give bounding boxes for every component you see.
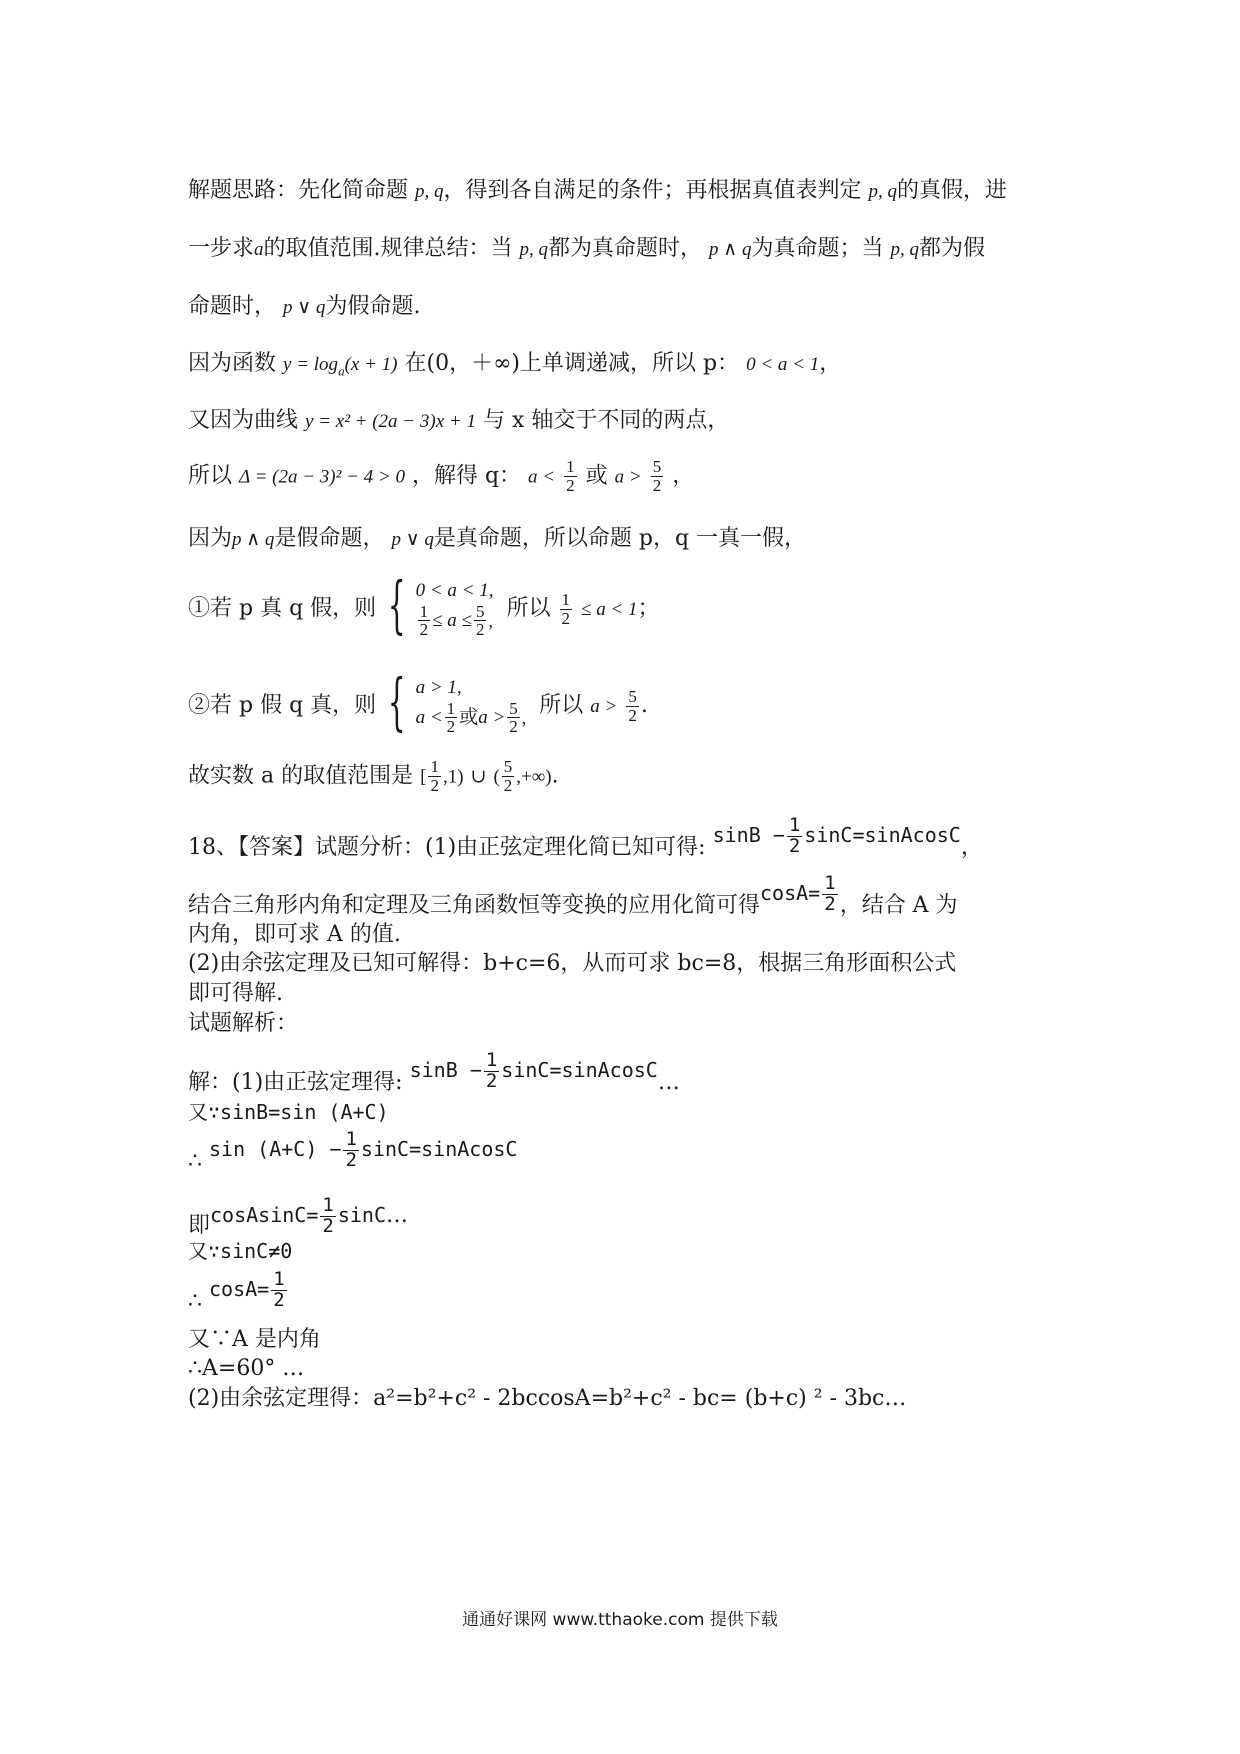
case-p-true-q-false: ①若 p 真 q 假，则 { 0 < a < 1, $\frac{1}{2}$ ≤ a ≤ $\frac{5}{2}$ , 所以 $\frac{1}{2}$ ≤ a < 1；	[188, 568, 660, 641]
case2-system: a > 1, a < $\frac{1}{2}$ 或 a > $\frac{5}{2}$ ,	[415, 676, 527, 737]
footer-source: 通通好课网 www.tthaoke.com 提供下载	[462, 1610, 778, 1630]
solution-step-2: 又∵sinB=sin (A+C)	[188, 1100, 389, 1124]
case1-system: 0 < a < 1, $\frac{1}{2}$ ≤ a ≤ $\frac{5}{2}$ ,	[415, 579, 494, 640]
solution-step-9: (2)由余弦定理得：a²=b²+c² - 2bccosA=b²+c² - bc= (b+c) ² - 3bc…	[188, 1386, 907, 1411]
one-true-one-false-line: 因为p ∧ q是假命题， p ∨ q是真命题，所以命题 p，q 一真一假，	[188, 526, 807, 551]
analysis-line-1: 解题思路：先化简命题 p, q，得到各自满足的条件；再根据真值表判定 p, q的真假，进	[188, 178, 1008, 203]
answer18-line-4: (2)由余弦定理及已知可解得：b+c=6，从而可求 bc=8，根据三角形面积公式	[188, 951, 957, 976]
solution-step-5: 又∵sinC≠0	[188, 1239, 293, 1263]
solution-step-1: 解：(1)由正弦定理得: sinB − $\frac{1}{2}$ sinC=sinAcosC…	[188, 1049, 680, 1095]
analysis-line-3: 命题时， p ∨ q为假命题.	[188, 294, 421, 319]
function-monotonic-line: 因为函数 $y = \log_a(x + 1)$ 在(0，＋∞)上单调递减，所以 p： 0 < a < 1，	[188, 351, 842, 379]
answer18-line-1: 18、【答案】试题分析：(1)由正弦定理化简已知可得: sinB − $\frac{1}{2}$ sinC=sinAcosC，	[188, 814, 983, 860]
left-brace-icon: {	[387, 568, 406, 641]
answer18-line-5: 即可得解.	[188, 981, 283, 1006]
range-conclusion: 故实数 a 的取值范围是 [ $\frac{1}{2}$ ,1) ∪ ( $\frac{5}{2}$ ,+∞).	[188, 757, 559, 795]
left-brace-icon: {	[387, 665, 406, 738]
case-p-false-q-true: ②若 p 假 q 真，则 { a > 1, a < $\frac{1}{2}$ 或 a > $\frac{5}{2}$ , 所以 a > $\frac{5}{2}$ .	[188, 665, 648, 738]
solution-step-6: ∴ cosA= $\frac{1}{2}$	[188, 1268, 285, 1314]
curve-intersection-line: 又因为曲线 y = x² + (2a − 3)x + 1 与 x 轴交于不同的两点，	[188, 408, 730, 433]
analysis-line-2: 一步求a的取值范围.规律总结：当 p, q都为真命题时， p ∧ q为真命题；当 p, q都为假	[188, 236, 985, 261]
fraction-five-halves: $\frac{5}{2}$	[652, 457, 662, 495]
solution-heading: 试题解析：	[188, 1011, 299, 1036]
solution-step-8: ∴A=60° …	[188, 1356, 305, 1381]
solution-step-4: 即cosAsinC= $\frac{1}{2}$ sinC…	[188, 1194, 409, 1238]
solution-step-7: 又∵A 是内角	[188, 1327, 321, 1352]
solution-step-3: ∴ sin (A+C) − $\frac{1}{2}$ sinC=sinAcosC	[188, 1128, 518, 1174]
discriminant-line: 所以 Δ = (2a − 3)² − 4 > 0 ，解得 q： a < $\frac{1}{2}$ 或 a > $\frac{5}{2}$ ，	[188, 457, 695, 495]
law-of-sines-equation: sinB − $\frac{1}{2}$ sinC=sinAcosC	[712, 814, 961, 857]
answer18-line-2: 结合三角形内角和定理及三角函数恒等变换的应用化简可得cosA= $\frac{1}{2}$ ，结合 A 为	[188, 872, 958, 918]
answer18-line-3: 内角，即可求 A 的值.	[188, 922, 401, 947]
fraction-one-half: $\frac{1}{2}$	[566, 457, 575, 495]
